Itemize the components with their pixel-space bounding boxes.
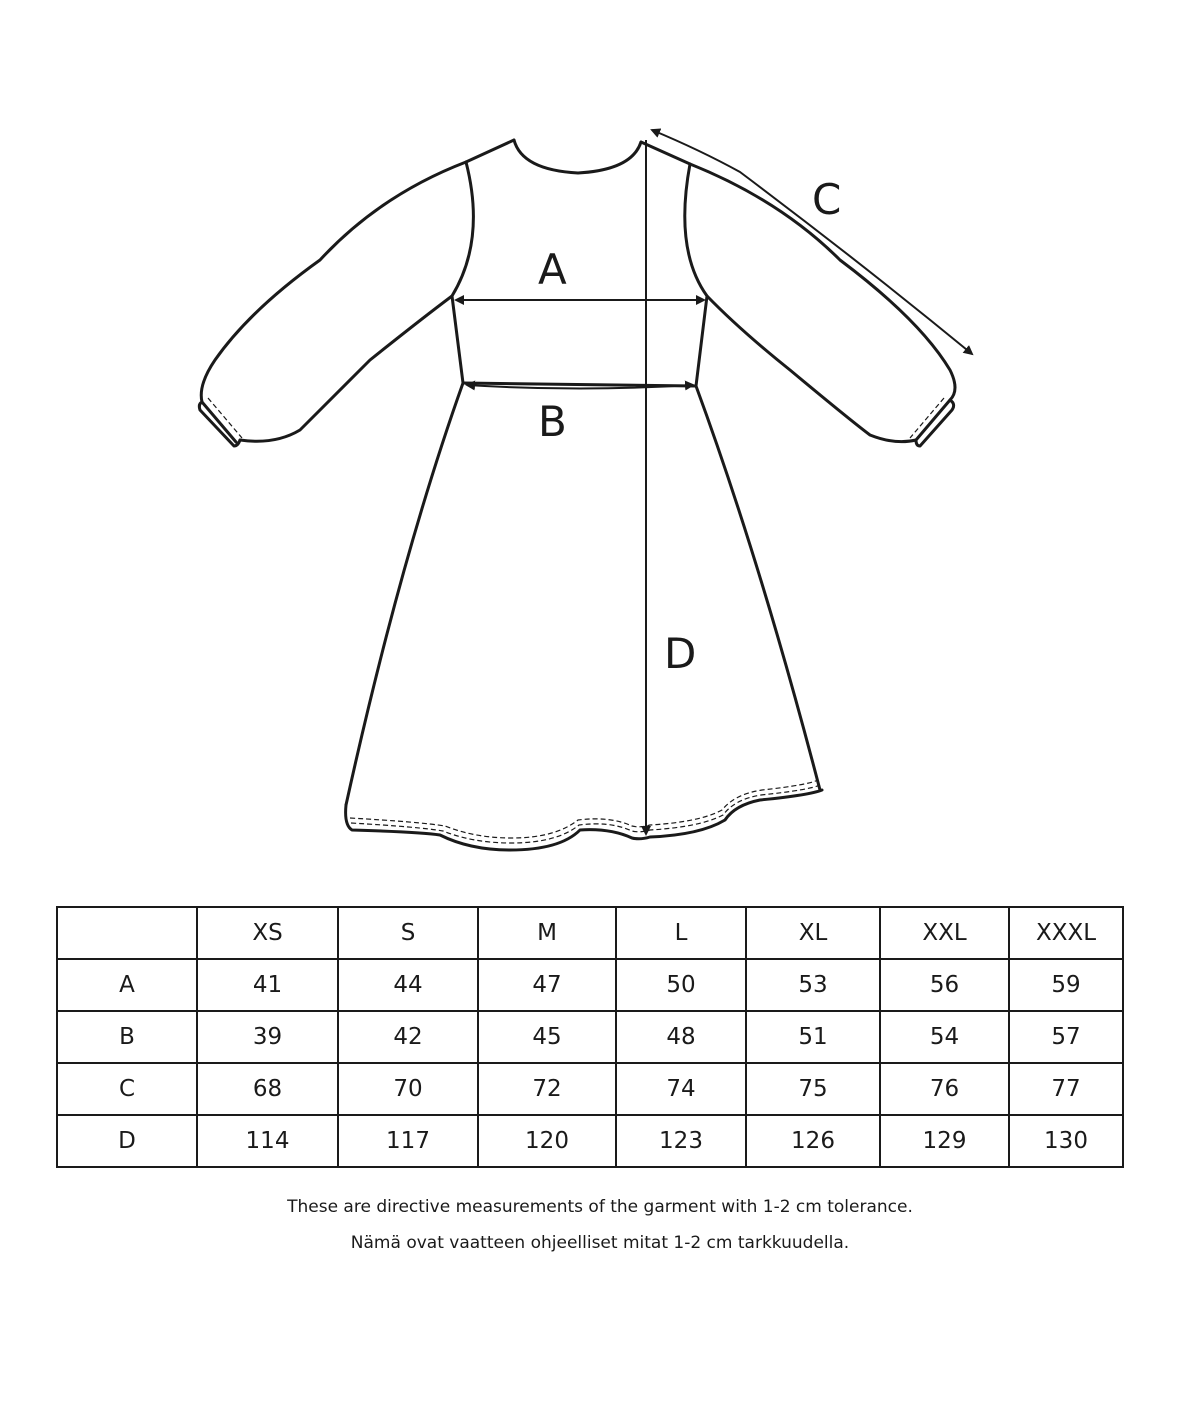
table-cell: 51 (746, 1011, 880, 1063)
table-header-row (57, 907, 1123, 959)
stitching (208, 398, 944, 843)
right-bodice (685, 164, 707, 386)
right-sleeve-inner (707, 296, 916, 442)
table-cell: 59 (1009, 959, 1123, 1011)
right-skirt-side (696, 386, 820, 790)
table-cell: 126 (746, 1115, 880, 1167)
left-sleeve-inner (240, 296, 452, 441)
table-cell: 76 (880, 1063, 1009, 1115)
row-label: A (57, 959, 197, 1011)
table-cell: 114 (197, 1115, 338, 1167)
measurement-lines (456, 130, 972, 834)
table-cell: 117 (338, 1115, 478, 1167)
table-row (57, 959, 1123, 1011)
dress-outline (199, 140, 955, 850)
label-c: C (812, 175, 842, 224)
row-label: B (57, 1011, 197, 1063)
row-label: D (57, 1115, 197, 1167)
table-cell: 48 (616, 1011, 746, 1063)
header-cell: XXXL (1009, 907, 1123, 959)
right-cuff (916, 400, 954, 446)
table-cell: 41 (197, 959, 338, 1011)
table-cell: 44 (338, 959, 478, 1011)
table-cell: 74 (616, 1063, 746, 1115)
table-row (57, 1115, 1123, 1167)
table-cell: 47 (478, 959, 616, 1011)
table-row (57, 1011, 1123, 1063)
table-cell: 39 (197, 1011, 338, 1063)
table-cell: 53 (746, 959, 880, 1011)
table-cell: 130 (1009, 1115, 1123, 1167)
table-cell: 54 (880, 1011, 1009, 1063)
header-cell: XL (746, 907, 880, 959)
tolerance-note-finnish: Nämä ovat vaatteen ohjeelliset mitat 1-2 cm tarkkuudella. (350, 1233, 850, 1253)
measure-c-line (652, 130, 972, 354)
neckline (514, 140, 641, 173)
waist-seam (463, 383, 696, 386)
header-cell: XXL (880, 907, 1009, 959)
table-cell: 50 (616, 959, 746, 1011)
header-cell: M (478, 907, 616, 959)
table-cell: 56 (880, 959, 1009, 1011)
left-shoulder (466, 140, 514, 162)
table-cell: 45 (478, 1011, 616, 1063)
header-cell: XS (197, 907, 338, 959)
table-cell: 72 (478, 1063, 616, 1115)
hem (346, 790, 822, 850)
right-cuff-stitch (910, 398, 944, 438)
header-cell (57, 907, 197, 959)
left-cuff (199, 402, 240, 446)
header-cell: L (616, 907, 746, 959)
left-bodice (452, 162, 473, 383)
table-cell: 42 (338, 1011, 478, 1063)
table-cell: 75 (746, 1063, 880, 1115)
table-cell: 57 (1009, 1011, 1123, 1063)
table-cell: 70 (338, 1063, 478, 1115)
label-d: D (664, 629, 697, 678)
table-cell: 77 (1009, 1063, 1123, 1115)
table-row (57, 1063, 1123, 1115)
row-label: C (57, 1063, 197, 1115)
right-shoulder (641, 142, 690, 164)
table-cell: 120 (478, 1115, 616, 1167)
size-chart-table (56, 906, 1124, 1168)
table-cell: 129 (880, 1115, 1009, 1167)
table-cell: 68 (197, 1063, 338, 1115)
left-skirt-side (346, 383, 463, 805)
header-cell: S (338, 907, 478, 959)
table-cell: 123 (616, 1115, 746, 1167)
label-a: A (538, 245, 567, 294)
tolerance-note-english: These are directive measurements of the garment with 1-2 cm tolerance. (287, 1197, 913, 1217)
left-sleeve-outer (201, 162, 466, 402)
left-cuff-stitch (208, 398, 242, 438)
label-b: B (538, 397, 567, 446)
